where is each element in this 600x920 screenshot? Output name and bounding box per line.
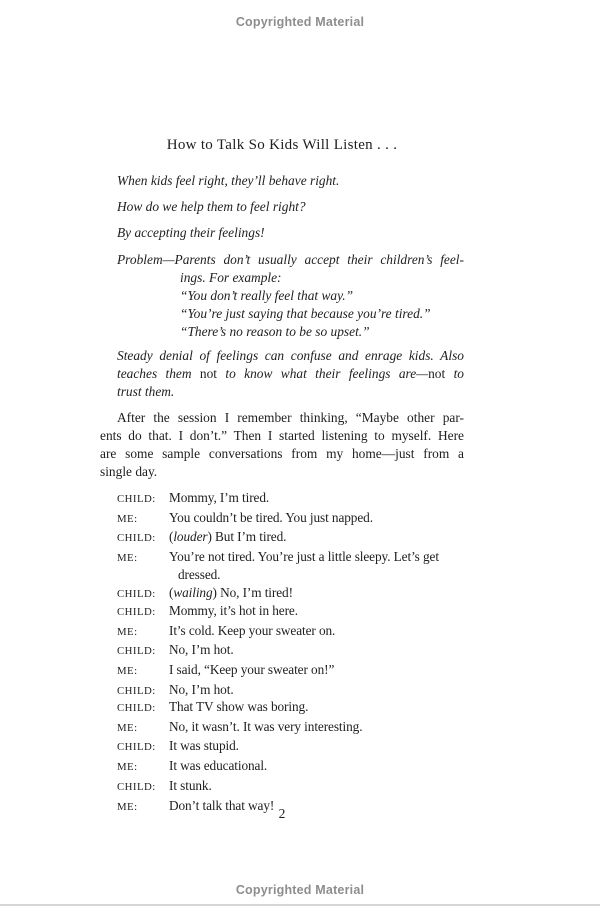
dialog-row [100,489,464,509]
dialog-speaker: ME: [117,552,138,565]
dialog-line: (wailing) No, I’m tired! [169,584,293,600]
page-title: How to Talk So Kids Will Listen . . . [166,137,398,153]
denial-line-3: trust them. [117,384,175,399]
dialog-line: No, I’m hot. [169,642,234,658]
dialog-row [100,718,464,738]
dialog-row [100,698,464,718]
narration-line-2: ents do that. I don’t.” Then I started listening to myself. Here [100,428,464,443]
dialog-row [100,509,464,529]
dialog-speaker: CHILD: [117,684,156,697]
dialog-block-1 [100,489,464,603]
dialog-line: You couldn’t be tired. You just napped. [169,509,373,525]
dialog-row [100,622,464,642]
example-quote-2: “You’re just saying that because you’re tired.” [180,306,431,321]
dialog-line: It was educational. [169,758,268,774]
watermark-top: Copyrighted Material [235,15,365,29]
dialog-line: Mommy, I’m tired. [169,490,270,505]
dialog-row [100,602,464,622]
dialog-speaker: CHILD: [117,741,156,754]
problem-line-1: Problem—Parents don’t usually accept their children’s feel- [117,252,464,267]
dialog-row [100,548,464,583]
dialog-line: No, it wasn’t. It was very interesting. [169,718,363,734]
dialog-line: Don’t talk that way! [169,797,275,813]
narration-line-1: After the session I remember thinking, “Maybe other par- [117,410,464,425]
dialog-speaker: ME: [117,721,138,734]
problem-paragraph [100,251,464,341]
dialog-line: I said, “Keep your sweater on!” [169,662,335,678]
dialog-speaker: CHILD: [117,606,156,618]
example-quote-3: “There’s no reason to be so upset.” [180,324,370,339]
dialog-row [100,757,464,777]
dialog-speaker: CHILD: [117,780,156,793]
dialog-line: No, I’m hot. [169,681,234,697]
dialog-line: It’s cold. Keep your sweater on. [169,622,336,638]
dialog-row [100,641,464,661]
dialog-line: It stunk. [169,777,212,793]
dialog-line: You’re not tired. You’re just a little sleepy. Let’s get dressed. [169,549,439,582]
epigraph [100,168,464,246]
denial-paragraph [100,347,464,401]
page-content [100,0,464,920]
narration-line-4: single day. [100,464,158,479]
dialog-row [100,777,464,797]
dialog-row [100,737,464,757]
dialog-speaker: CHILD: [117,532,156,545]
epigraph-line-2: How do we help them to feel right? [117,199,306,214]
dialog-line: It was stupid. [169,738,239,754]
example-quote-1: “You don’t really feel that way.” [180,288,354,303]
dialog-line: That TV show was boring. [169,699,309,714]
dialog-block-3 [100,698,464,816]
dialog-speaker: ME: [117,665,138,678]
denial-line-2: teaches them not to know what their feelings are—not to [117,366,464,381]
dialog-line: (louder) But I’m tired. [169,529,287,545]
problem-line-2: ings. For example: [180,270,282,285]
epigraph-line-3: By accepting their feelings! [117,225,265,240]
page-number: 2 [278,806,286,821]
dialog-speaker: CHILD: [117,645,156,658]
dialog-speaker: ME: [117,761,138,774]
dialog-row [100,584,464,604]
dialog-line: Mommy, it’s hot in here. [169,603,298,618]
narration-paragraph [100,409,464,481]
epigraph-line-1: When kids feel right, they’ll behave right. [117,173,340,188]
page-edge-line [0,904,600,906]
narration-line-3: are some sample conversations from my home—just from a [100,446,464,461]
denial-line-1: Steady denial of feelings can confuse and enrage kids. Also [117,348,464,363]
dialog-row [100,528,464,548]
dialog-row [100,661,464,681]
watermark-bottom: Copyrighted Material [235,883,365,897]
dialog-speaker: CHILD: [117,587,156,600]
dialog-block-2 [100,602,464,701]
dialog-speaker: CHILD: [117,493,156,505]
dialog-speaker: ME: [117,800,138,813]
dialog-speaker: CHILD: [117,702,156,714]
dialog-speaker: ME: [117,625,138,638]
dialog-speaker: ME: [117,512,138,525]
